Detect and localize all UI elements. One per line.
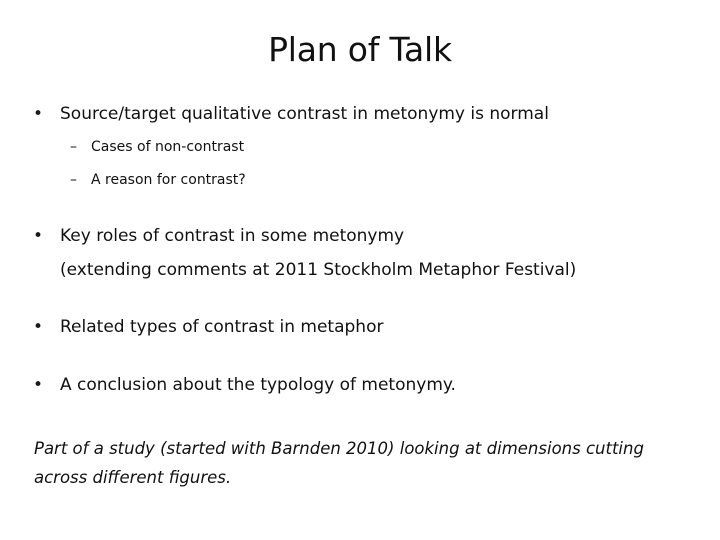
bullet-marker: • xyxy=(33,375,44,395)
bullet-text: Related types of contrast in metaphor xyxy=(60,317,384,337)
subitem-text: Cases of non-contrast xyxy=(91,139,245,155)
subitem-text: A reason for contrast? xyxy=(91,172,246,188)
bullet-marker: • xyxy=(33,104,44,124)
bullet-marker: • xyxy=(33,317,44,337)
dash-marker: – xyxy=(70,139,77,155)
slide-title: Plan of Talk xyxy=(268,30,452,69)
bullet-marker: • xyxy=(33,226,44,246)
bullet-continuation: (extending comments at 2011 Stockholm Metaphor Festival) xyxy=(60,260,577,280)
dash-marker: – xyxy=(70,172,77,188)
slide-note: Part of a study (started with Barnden 2010) looking at dimensions cutting across different figures. xyxy=(34,439,644,487)
bullet-text: A conclusion about the typology of metonymy. xyxy=(60,375,456,395)
bullet-text: Key roles of contrast in some metonymy xyxy=(60,226,405,246)
bullet-text: Source/target qualitative contrast in metonymy is normal xyxy=(60,104,549,124)
